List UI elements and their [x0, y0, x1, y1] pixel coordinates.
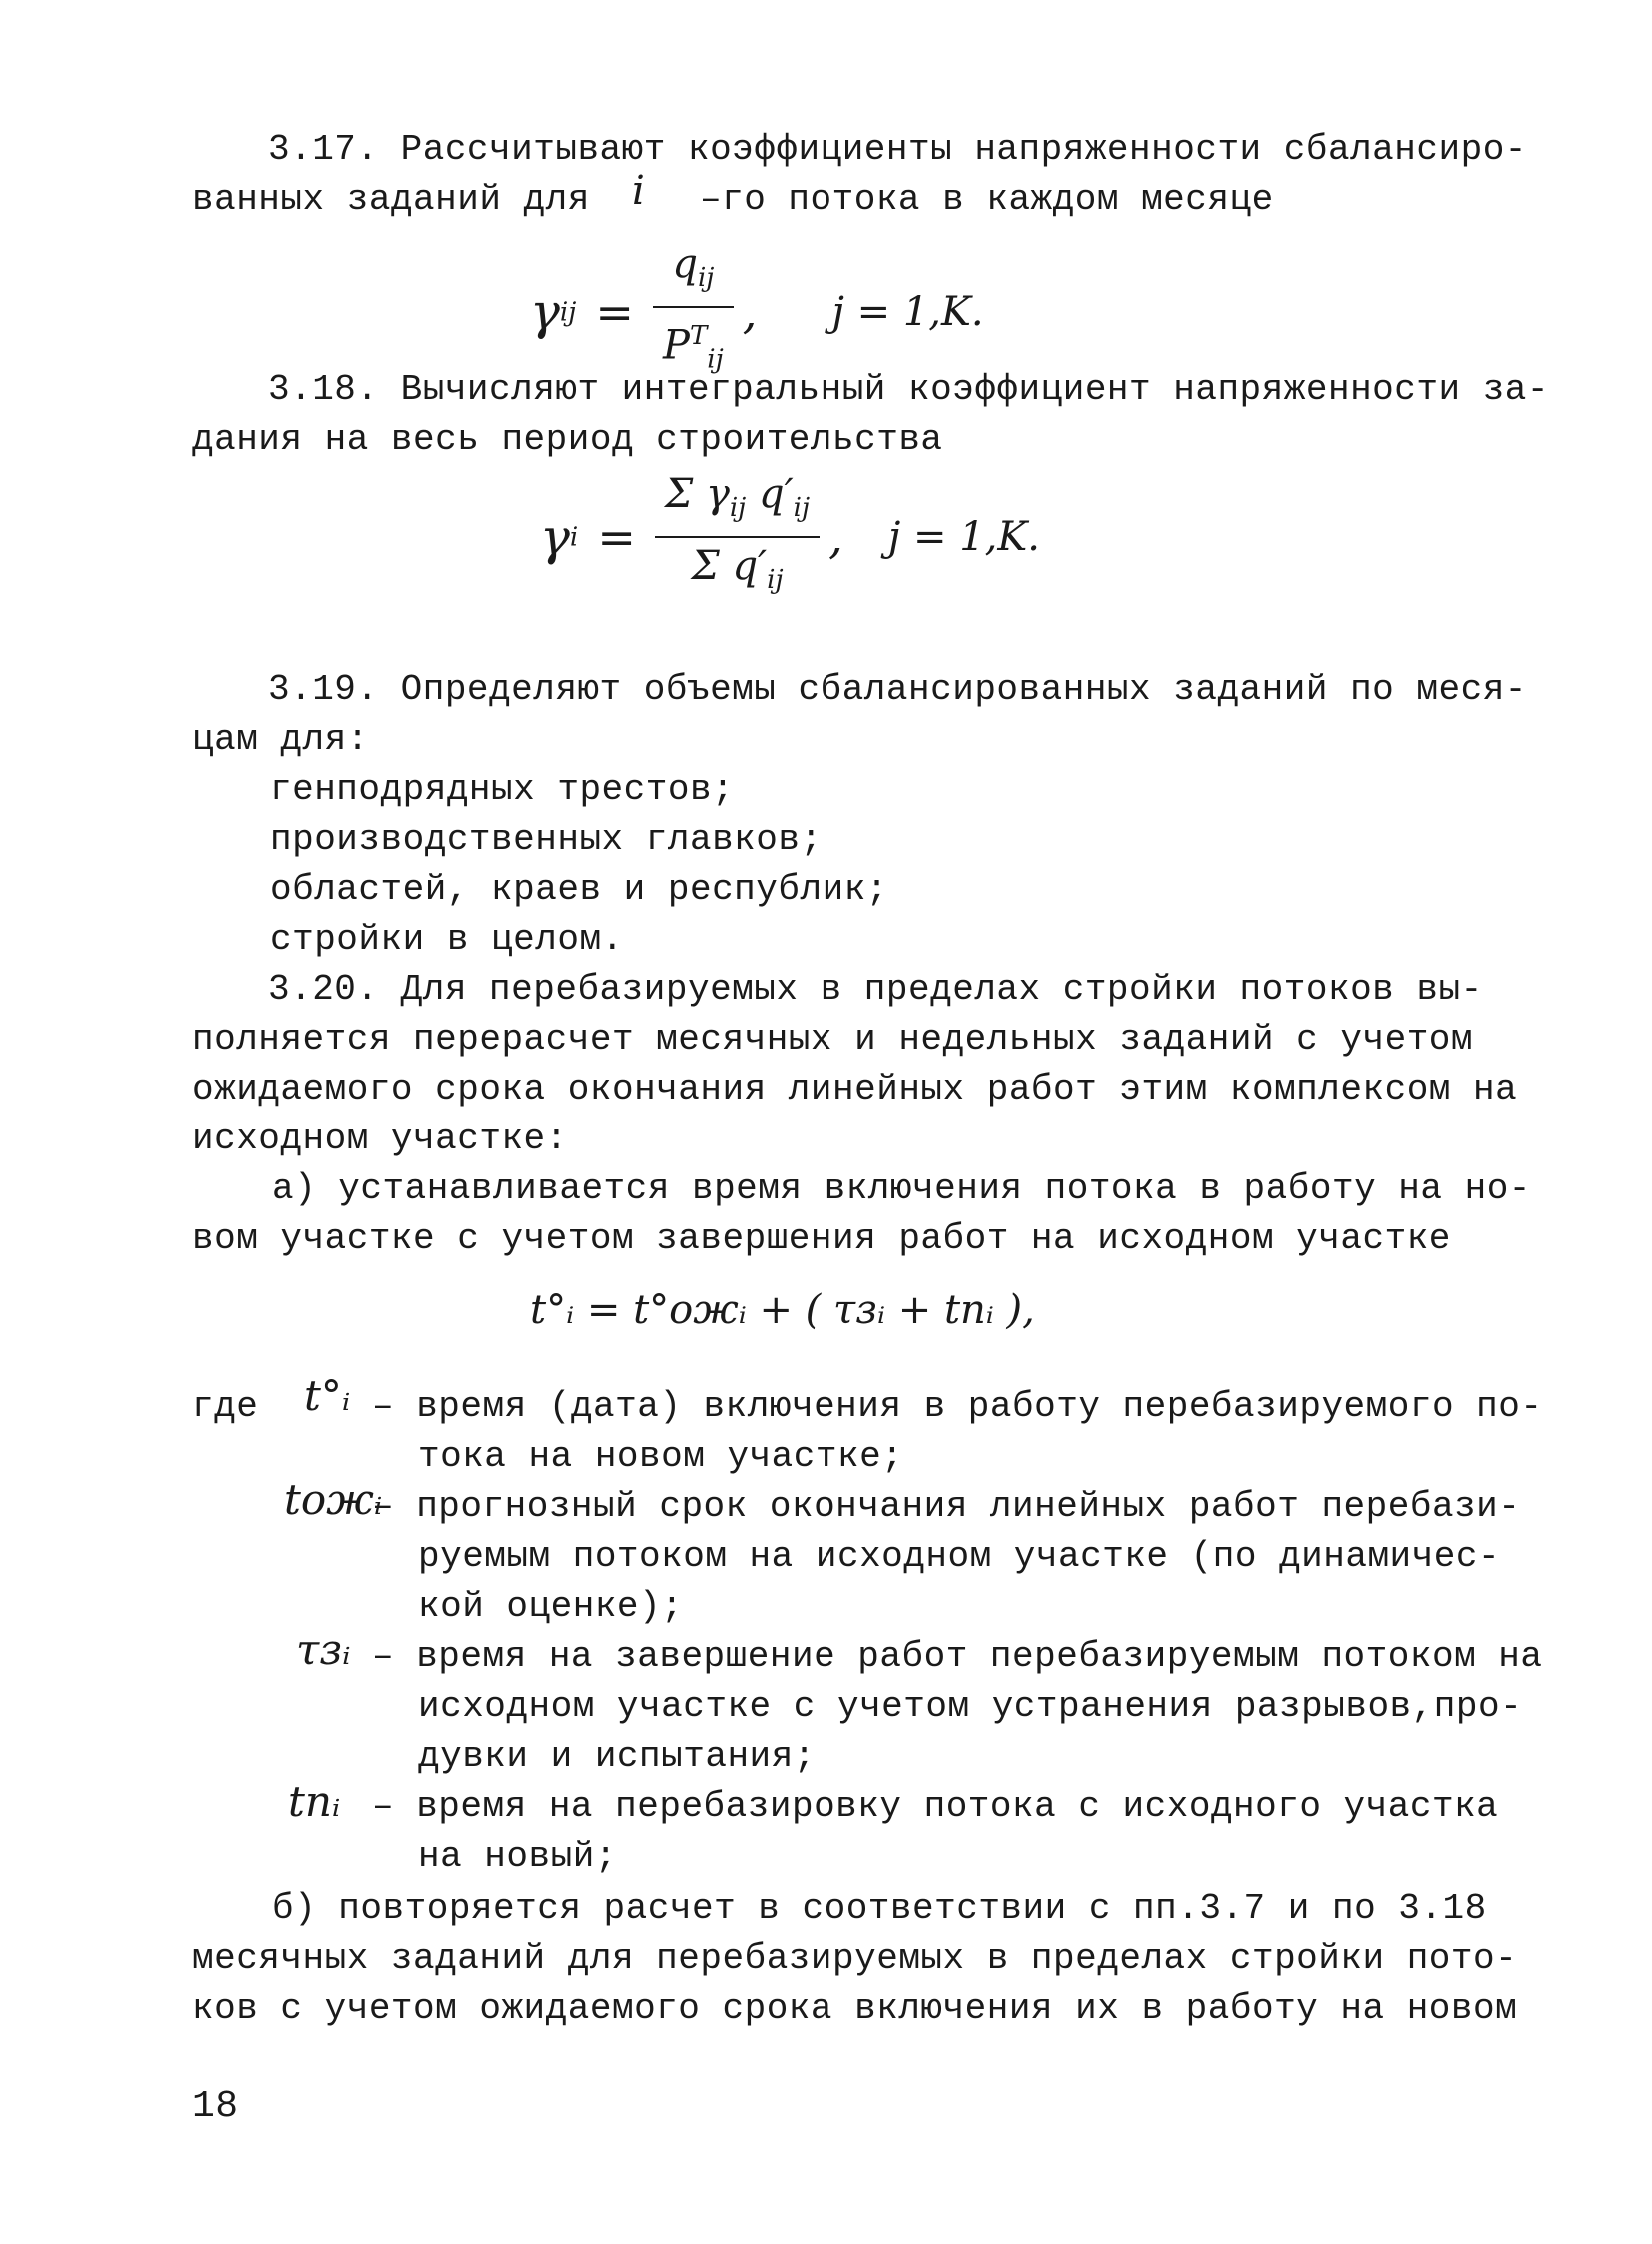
f2-numerator-q: q′ [758, 471, 794, 517]
f1-lhs: γ [530, 282, 560, 341]
where-label: где [192, 1386, 259, 1427]
p320-line4: исходном участке: [192, 1119, 568, 1159]
f2-numerator-sub1: ij [729, 493, 747, 523]
list-item: областей, краев и республик; [270, 869, 888, 910]
f1-numerator: q [672, 241, 698, 287]
formula-2: $\gamma_i$ = $\frac{\Sigma \gamma_{ij} q'_{ij}}{\Sigma q'_{ij}}$ , j = 1,K. [540, 470, 1040, 604]
f2-numerator-sub2: ij [793, 493, 811, 523]
formula-1: $\gamma_{ij}$ = $\frac{q_{ij}}{P^T_{ij}}$ , j = 1,K. [530, 240, 984, 383]
f2-denominator-sub: ij [767, 565, 784, 595]
def4-line2: на новый; [418, 1836, 617, 1877]
p320-line1: 3.20. Для перебазируемых в пределах стройки потоков вы- [268, 969, 1483, 1010]
def3-line2: исходном участке с учетом устранения разрывов,про- [418, 1686, 1523, 1727]
def2-line1: – прогнозный срок окончания линейных работ перебази- [372, 1486, 1521, 1527]
def3-line3: дувки и испытания; [418, 1736, 816, 1777]
def1-symbol: t°ᵢ [304, 1371, 351, 1420]
p317-line2b: –го потока в каждом месяце [700, 179, 1274, 220]
p318-line2: дания на весь период строительства [192, 419, 943, 460]
f2-denominator: Σ q′ [691, 543, 768, 589]
def3-symbol: τзᵢ [296, 1625, 351, 1674]
f1-fraction [653, 240, 734, 383]
pb-line2: месячных заданий для перебазируемых в пределах стройки пото- [192, 1938, 1518, 1979]
f1-denominator-sub: ij [707, 344, 724, 375]
f2-lhs: γ [540, 508, 570, 566]
page-number: 18 [192, 2085, 239, 2128]
pb-line3: ков с учетом ожидаемого срока включения их в работу на новом [192, 1988, 1518, 2029]
formula-3: t°ᵢ = t°ожᵢ + ( τзᵢ + tпᵢ ), [530, 1287, 1035, 1333]
p320-line2: полняется перерасчет месячных и недельных заданий с учетом [192, 1019, 1474, 1060]
list-item: генподрядных трестов; [270, 769, 735, 810]
pb-line1: б) повторяется расчет в соответствии с пп.3.7 и по 3.18 [272, 1888, 1487, 1929]
def4-line1: – время на перебазировку потока с исходного участка [372, 1786, 1499, 1827]
p318-line1: 3.18. Вычисляют интегральный коэффициент напряженности за- [268, 369, 1550, 410]
f2-lhs-sub: i [569, 522, 579, 553]
f1-eq: = [595, 284, 634, 339]
list-item: производственных главков; [270, 819, 823, 860]
p319-line2: цам для: [192, 719, 369, 760]
def2-line3: кой оценке); [418, 1586, 684, 1627]
p317-variable: i [632, 168, 645, 214]
pa-line2: вом участке с учетом завершения работ на исходном участке [192, 1218, 1451, 1259]
p317-line1: 3.17. Рассчитывают коэффициенты напряженности сбалансиро- [268, 129, 1527, 170]
pa-line1: а) устанавливается время включения потока в работу на но- [272, 1168, 1531, 1209]
f1-denominator-sup: T [689, 321, 708, 351]
f1-denominator: P [663, 322, 690, 369]
def3-line1: – время на завершение работ перебазируемым потоком на [372, 1636, 1543, 1677]
f1-lhs-sub: ij [559, 297, 577, 328]
p320-line3: ожидаемого срока окончания линейных работ этим комплексом на [192, 1069, 1518, 1110]
p319-line1: 3.19. Определяют объемы сбалансированных заданий по меся- [268, 669, 1527, 710]
f2-range: j = 1,K. [887, 514, 1040, 560]
def4-symbol: tпᵢ [288, 1777, 341, 1826]
f2-numerator: Σ γ [664, 471, 730, 517]
list-item: стройки в целом. [270, 919, 624, 960]
def1-line1: – время (дата) включения в работу перебазируемого по- [372, 1386, 1543, 1427]
p317-line2a: ванных заданий для [192, 179, 590, 220]
f2-fraction [655, 470, 820, 604]
f1-range: j = 1,K. [831, 288, 984, 335]
def2-line2: руемым потоком на исходном участке (по динамичес- [418, 1536, 1501, 1577]
def1-line2: тока на новом участке; [418, 1436, 904, 1477]
def2-symbol: tожᵢ [284, 1475, 383, 1524]
f1-numerator-sub: ij [697, 263, 715, 293]
